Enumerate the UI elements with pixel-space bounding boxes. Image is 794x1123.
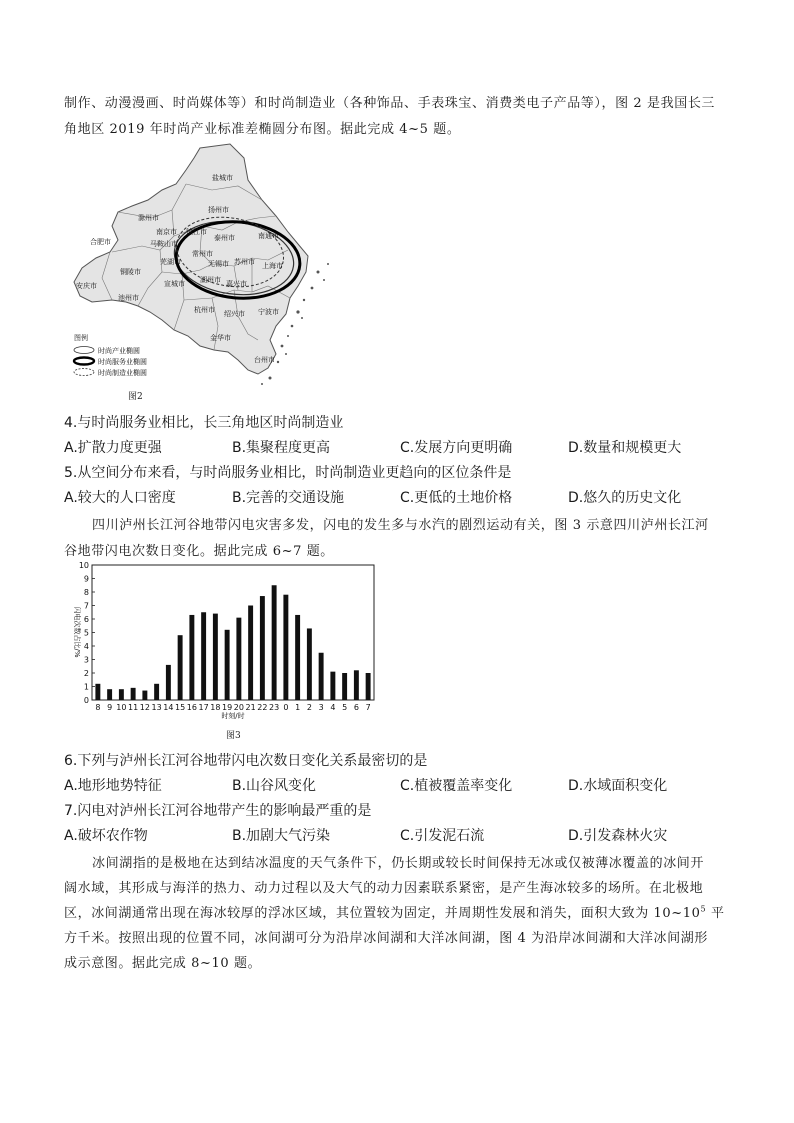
- x-tick-label: 8: [95, 703, 101, 712]
- q6-option-d: D.水域面积变化: [568, 778, 668, 794]
- q4-option-a: A.扩散力度更强: [64, 440, 162, 456]
- y-tick-label: 2: [83, 669, 89, 678]
- bar: [236, 618, 241, 700]
- q5-option-a: A.较大的人口密度: [64, 490, 176, 506]
- y-tick-label: 5: [83, 628, 89, 638]
- bar: [354, 670, 359, 700]
- y-tick-label: 6: [83, 615, 89, 624]
- y-tick-label: 10: [78, 561, 89, 570]
- city-label: 苏州市: [234, 258, 255, 266]
- x-tick-label: 2: [306, 703, 312, 712]
- x-tick-label: 0: [283, 703, 289, 712]
- city-label: 泰州市: [214, 234, 235, 242]
- q7-option-c: C.引发泥石流: [400, 828, 485, 844]
- intro-text-line: 成示意图。据此完成 8~10 题。: [64, 956, 262, 971]
- intro-text-line: 阔水域，其形成与海洋的热力、动力过程以及大气的动力因素联系紧密，是产生海冰较多的场所。在北极地: [64, 881, 704, 896]
- city-label: 湖州市: [200, 276, 221, 284]
- legend-item: 时尚产业椭圆: [98, 347, 140, 355]
- y-tick-label: 3: [83, 655, 89, 665]
- city-label: 池州市: [118, 294, 139, 302]
- intro-text-line: 四川泸州长江河谷地带闪电灾害多发，闪电的发生多与水汽的剧烈运动有关，图 3 示意四川泸州长江河: [92, 518, 709, 533]
- x-tick-label: 19: [222, 703, 233, 712]
- y-axis-label: 闪电次数占比/%: [73, 606, 81, 658]
- bar: [107, 689, 112, 700]
- x-tick-label: 17: [198, 703, 209, 712]
- intro-text-line: [64, 902, 725, 921]
- city-label: 安庆市: [76, 282, 97, 290]
- y-tick-label: 8: [83, 588, 89, 597]
- bar: [131, 688, 136, 700]
- x-tick-label: 16: [186, 703, 197, 712]
- city-label: 杭州市: [194, 306, 215, 314]
- bar: [248, 606, 253, 701]
- city-label: 扬州市: [208, 206, 229, 214]
- city-label: 台州市: [254, 356, 275, 364]
- city-label: 嘉兴市: [226, 280, 247, 288]
- q6-option-a: A.地形地势特征: [64, 778, 162, 794]
- x-tick-label: 14: [163, 703, 174, 712]
- city-label: 南京市: [156, 228, 177, 236]
- city-label: 芜湖市: [160, 258, 181, 266]
- exponent: 5: [700, 904, 707, 914]
- intro-text-line: 角地区 2019 年时尚产业标准差椭圆分布图。据此完成 4~5 题。: [64, 122, 461, 137]
- bar: [319, 653, 324, 700]
- q5-option-d: D.悠久的历史文化: [568, 490, 682, 506]
- bar: [201, 612, 206, 700]
- legend-item: 时尚制造业椭圆: [98, 369, 147, 377]
- y-tick-label: 7: [83, 601, 89, 611]
- city-label: 滁州市: [138, 214, 159, 222]
- bar: [330, 672, 335, 700]
- city-label: 宁波市: [258, 308, 279, 316]
- q6-option-b: B.山谷风变化: [232, 778, 317, 794]
- question-4-stem: 4.与时尚服务业相比，长三角地区时尚制造业: [64, 415, 344, 431]
- q7-option-a: A.破坏农作物: [64, 828, 148, 844]
- bar: [213, 614, 218, 700]
- x-tick-label: 13: [151, 703, 162, 712]
- x-tick-label: 9: [107, 703, 113, 712]
- y-tick-label: 4: [83, 642, 89, 651]
- figure-3-caption: 图3: [226, 731, 241, 741]
- x-tick-label: 7: [365, 703, 371, 712]
- bar: [225, 630, 230, 700]
- city-label: 绍兴市: [224, 310, 245, 318]
- city-label: 南通市: [258, 232, 279, 240]
- figure-3-chart: [62, 560, 382, 720]
- question-6-stem: 6.下列与泸州长江河谷地带闪电次数日变化关系最密切的是: [64, 753, 428, 769]
- bar: [178, 635, 183, 700]
- x-tick-label: 6: [353, 703, 359, 712]
- region-outline: [74, 144, 308, 374]
- intro-text-line: 方千米。按照出现的位置不同，冰间湖可分为沿岸冰间湖和大洋冰间湖，图 4 为沿岸冰间湖和大洋冰间湖形: [64, 931, 708, 946]
- intro-text-line: 制作、动漫漫画、时尚媒体等）和时尚制造业（各种饰品、手表珠宝、消费类电子产品等），图 2 是我国长三: [64, 96, 716, 111]
- q7-option-d: D.引发森林火灾: [568, 828, 668, 844]
- bar: [260, 596, 265, 700]
- x-tick-label: 10: [116, 703, 127, 712]
- intro-text-line: 谷地带闪电次数日变化。据此完成 6~7 题。: [64, 544, 334, 559]
- city-label: 镇江市: [186, 228, 207, 236]
- x-tick-label: 18: [210, 703, 221, 712]
- y-tick-label: 9: [83, 574, 89, 584]
- bar: [95, 684, 100, 700]
- city-label: 宣城市: [164, 280, 185, 288]
- x-tick-label: 22: [257, 703, 268, 712]
- bar: [154, 684, 159, 700]
- bar: [283, 595, 288, 700]
- city-label: 无锡市: [208, 260, 229, 268]
- y-tick-label: 1: [83, 682, 89, 692]
- bar: [366, 673, 371, 700]
- x-tick-label: 3: [318, 703, 324, 712]
- bar: [272, 585, 277, 700]
- q4-option-c: C.发展方向更明确: [400, 440, 513, 456]
- x-tick-label: 4: [330, 703, 336, 712]
- question-7-stem: 7.闪电对泸州长江河谷地带产生的影响最严重的是: [64, 803, 372, 819]
- bar: [189, 615, 194, 700]
- y-tick-label: 0: [83, 696, 89, 705]
- bar: [119, 689, 124, 700]
- x-tick-label: 11: [128, 703, 139, 712]
- city-label: 盐城市: [212, 174, 233, 182]
- city-label: 铜陵市: [120, 268, 141, 276]
- legend-symbol-industry: [74, 347, 94, 354]
- bar: [166, 665, 171, 700]
- q4-option-d: D.数量和规模更大: [568, 440, 682, 456]
- legend-item: 时尚服务业椭圆: [98, 358, 147, 366]
- intro-text-segment: 平: [706, 906, 725, 921]
- x-tick-label: 20: [233, 703, 244, 712]
- x-tick-label: 23: [269, 703, 280, 712]
- x-tick-label: 15: [175, 703, 186, 712]
- bar: [307, 628, 312, 700]
- city-label: 常州市: [192, 250, 213, 258]
- city-label: 马鞍山市: [150, 240, 178, 248]
- q7-option-b: B.加剧大气污染: [232, 828, 331, 844]
- city-label: 上海市: [262, 262, 283, 270]
- city-label: 金华市: [210, 334, 231, 342]
- bar: [295, 615, 300, 700]
- map-legend: [74, 333, 147, 377]
- question-5-stem: 5.从空间分布来看，与时尚服务业相比，时尚制造业更趋向的区位条件是: [64, 465, 512, 481]
- figure-2-caption: 图2: [128, 392, 143, 402]
- q4-option-b: B.集聚程度更高: [232, 440, 331, 456]
- city-label: 合肥市: [90, 238, 111, 246]
- bar: [342, 673, 347, 700]
- x-tick-label: 1: [295, 703, 301, 712]
- x-tick-label: 12: [139, 703, 150, 712]
- legend-title: 图例: [74, 334, 88, 342]
- figure-2-map: [62, 140, 362, 402]
- x-tick-label: 21: [245, 703, 256, 712]
- intro-text-segment: 区，冰间湖通常出现在海冰较厚的浮冰区域，其位置较为固定，并周期性发展和消失，面积大致为 10~10: [64, 906, 701, 921]
- q5-option-b: B.完善的交通设施: [232, 490, 345, 506]
- x-tick-label: 5: [342, 703, 348, 712]
- bar: [142, 691, 147, 700]
- legend-symbol-manufacturing: [74, 369, 94, 376]
- x-axis-label: 时刻/时: [221, 712, 245, 720]
- q6-option-c: C.植被覆盖率变化: [400, 778, 513, 794]
- legend-symbol-service: [74, 358, 94, 365]
- intro-text-line: 冰间湖指的是极地在达到结冰温度的天气条件下，仍长期或较长时间保持无冰或仅被薄冰覆盖的冰间开: [92, 856, 705, 871]
- q5-option-c: C.更低的土地价格: [400, 490, 513, 506]
